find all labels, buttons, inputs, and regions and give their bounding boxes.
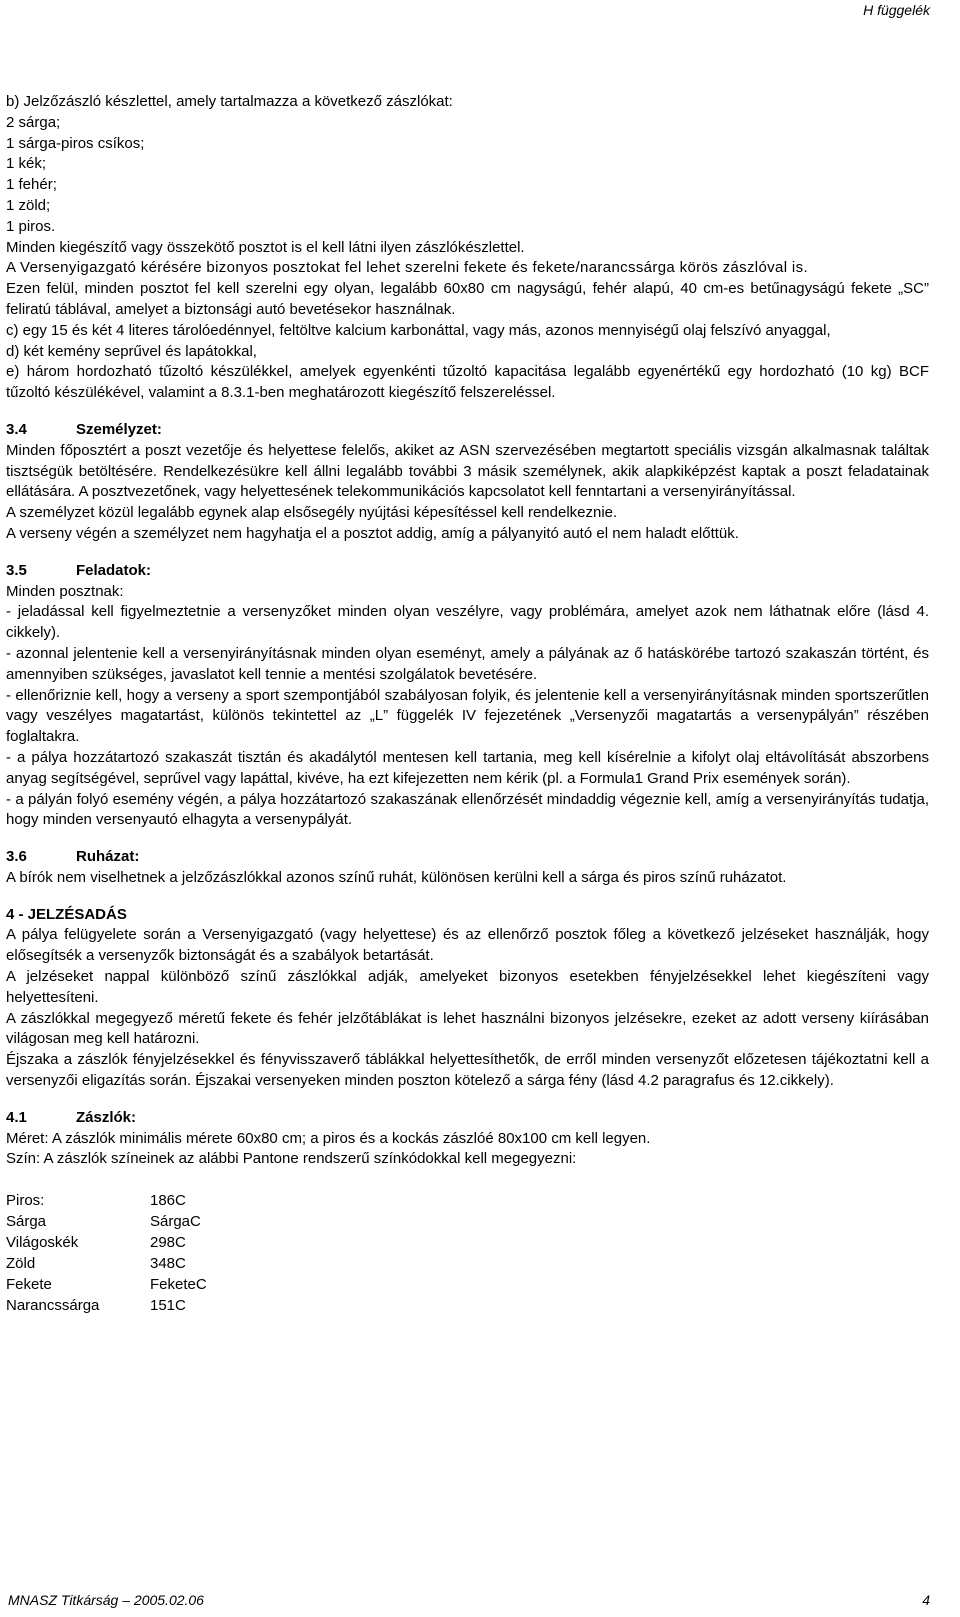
color-code-table <box>6 1190 929 1316</box>
paragraph: b) Jelzőzászló készlettel, amely tartalmazza a következő zászlókat: <box>6 93 453 110</box>
color-name: Fekete <box>6 1276 52 1294</box>
color-name: Zöld <box>6 1255 36 1273</box>
paragraph: Minden kiegészítő vagy összekötő posztot is el kell látni ilyen zászlókészlettel. <box>6 238 525 256</box>
paragraph: Szín: A zászlók színeinek az alábbi Pantone rendszerű színkódokkal kell megegyezni: <box>6 1150 577 1168</box>
paragraph: c) egy 15 és két 4 literes tárolóedénnyel, feltöltve kalcium karbonáttal, vagy más, azonos mennyiségű olaj felszívó anyaggal, <box>6 321 831 339</box>
page-number: 4 <box>922 1592 930 1608</box>
list-item: 1 fehér; <box>6 176 57 194</box>
color-code: 348C <box>150 1255 186 1273</box>
paragraph: A Versenyigazgató kérésére bizonyos posztokat fel lehet szerelni fekete és fekete/narancssárga körös zászlóval is. <box>6 259 808 277</box>
table-row <box>6 1211 929 1232</box>
list-item: - ellenőriznie kell, hogy a verseny a sport szempontjából szabályosan folyik, és jelentenie kell a versenyirányításnak minden sportszerűtlen vagy veszélyes magatartást, különös tekintettel az „L” függelék IV fejezetének „Versenyzői magatartás a versenypályán” részében foglaltakra. <box>6 686 929 746</box>
table-row <box>6 1274 929 1295</box>
table-row <box>6 1253 929 1274</box>
section-title: Ruházat: <box>76 848 140 866</box>
color-code: SárgaC <box>150 1213 201 1231</box>
section-heading-4-1 <box>6 1108 929 1129</box>
paragraph: Ezen felül, minden posztot fel kell szerelni egy olyan, legalább 60x80 cm nagyságú, fehér alapú, 40 cm-es betűnagyságú fekete „SC” feliratú táblával, amelyet a biztonsági autó bevetésekor használnak. <box>6 280 929 318</box>
section-heading-3-6 <box>6 847 929 868</box>
table-row <box>6 1232 929 1253</box>
paragraph: Éjszaka a zászlók fényjelzésekkel és fényvisszaverő táblákkal helyettesíthetők, de erről minden versenyzőt előzetesen tájékoztatni kell a versenyzői eligazítás során. Éjszakai versenyeken minden poszton kötelező a sárga fény (lásd 4.2 paragrafus és 12.cikkely). <box>6 1051 929 1090</box>
section-title: Feladatok: <box>76 561 152 579</box>
color-name: Sárga <box>6 1213 47 1231</box>
section-heading-3-5 <box>6 561 929 582</box>
color-code: 151C <box>150 1297 186 1315</box>
section-number: 3.4 <box>6 420 27 438</box>
page-footer <box>8 1592 930 1608</box>
table-row <box>6 1295 929 1316</box>
section-number: 4.1 <box>6 1108 27 1126</box>
color-code: 186C <box>150 1192 186 1210</box>
paragraph: A személyzet közül legalább egynek alap elsősegély nyújtási képesítéssel kell rendelkeznie. <box>6 504 618 522</box>
section-title: Személyzet: <box>76 420 162 438</box>
paragraph: Méret: A zászlók minimális mérete 60x80 cm; a piros és a kockás zászlóé 80x100 cm kell legyen. <box>6 1129 651 1147</box>
paragraph: A jelzéseket nappal különböző színű zászlókkal adják, amelyeket bizonyos esetekben fényjelzésekkel lehet kiegészíteni vagy helyettesíteni. <box>6 968 929 1006</box>
paragraph: d) két kemény seprűvel és lapátokkal, <box>6 342 257 360</box>
color-name: Narancssárga <box>6 1297 100 1315</box>
list-item: - azonnal jelentenie kell a versenyirányításnak minden olyan eseményt, amely a pályának az ő hatáskörébe tartozó szakaszán történt, és amennyiben szükséges, javaslatot kell tennie a mentési szolgálatok bevetésére. <box>6 644 929 683</box>
list-item: - a pályán folyó esemény végén, a pálya hozzátartozó szakaszának ellenőrzését mindaddig végeznie kell, amíg a versenyirányítás tudatja, hogy minden versenyautó elhagyta a versenypályát. <box>6 790 929 829</box>
list-item: 1 piros. <box>6 217 56 235</box>
list-item: 1 kék; <box>6 155 47 173</box>
list-item: 2 sárga; <box>6 113 61 131</box>
section-heading-4 <box>6 905 929 926</box>
section-number: 3.6 <box>6 848 27 866</box>
list-item: 1 zöld; <box>6 196 51 214</box>
list-item: - jeladással kell figyelmeztetnie a versenyzőket minden olyan veszélyre, vagy problémára, amelyet azok nem láthatnak előre (lásd 4. cikkely). <box>6 603 929 642</box>
section-title: Zászlók: <box>76 1108 137 1126</box>
color-name: Világoskék <box>6 1234 79 1252</box>
list-item: 1 sárga-piros csíkos; <box>6 134 145 152</box>
document-body <box>6 92 929 1316</box>
paragraph: A bírók nem viselhetnek a jelzőzászlókkal azonos színű ruhát, különösen kerülni kell a sárga és piros színű ruházatot. <box>6 868 787 886</box>
list-item: - a pálya hozzátartozó szakaszát tisztán és akadálytól mentesen kell tartania, meg kell kísérelnie a kifolyt olaj eltávolítását abszorbens anyag segítségével, seprűvel vagy lapáttal, kivéve, ha ezt kifejezetten nem kérik (pl. a Formula1 Grand Prix események során). <box>6 748 929 787</box>
paragraph: A zászlókkal megegyező méretű fekete és fehér jelzőtáblákat is lehet használni bizonyos jelzésekre, ezeket az adott verseny kiírásában világosan meg kell határozni. <box>6 1009 929 1048</box>
color-name: Piros: <box>6 1192 45 1210</box>
paragraph: Minden posztnak: <box>6 582 124 600</box>
page-header: H függelék <box>863 2 930 18</box>
color-code: FeketeC <box>150 1276 207 1294</box>
section-title: 4 - JELZÉSADÁS <box>6 905 127 923</box>
paragraph: A verseny végén a személyzet nem hagyhatja el a posztot addig, amíg a pályanyitó autó el nem haladt előttük. <box>6 524 739 542</box>
paragraph: Minden főposztért a poszt vezetője és helyettese felelős, akiket az ASN szervezésében megtartott speciális vizsgán alkalmasnak találtak tisztségük betöltésére. Rendelkezésükre kell állni legalább további 3 másik személynek, akik alapkiképzést kaptak a poszt feladatainak ellátására. A posztvezetőnek, vagy helyettesének telekommunikációs kapcsolatot kell fenntartani a versenyirányítással. <box>6 441 929 501</box>
footer-text: MNASZ Titkárság – 2005.02.06 <box>8 1592 204 1608</box>
paragraph: A pálya felügyelete során a Versenyigazgató (vagy helyettese) és az ellenőrző posztok főleg a következő jelzéseket használják, hogy elősegítsék a versenyzők biztonságát és a szabályok betartását. <box>6 926 929 965</box>
table-row <box>6 1190 929 1211</box>
paragraph: e) három hordozható tűzoltó készülékkel, amelyek egyenkénti tűzoltó kapacitása legalább egyenértékű egy hordozható (10 kg) BCF tűzoltó készülékével, valamint a 8.3.1-ben meghatározott kiegészítő felszereléssel. <box>6 363 929 402</box>
section-heading-3-4 <box>6 420 929 441</box>
color-code: 298C <box>150 1234 186 1252</box>
section-number: 3.5 <box>6 561 27 579</box>
